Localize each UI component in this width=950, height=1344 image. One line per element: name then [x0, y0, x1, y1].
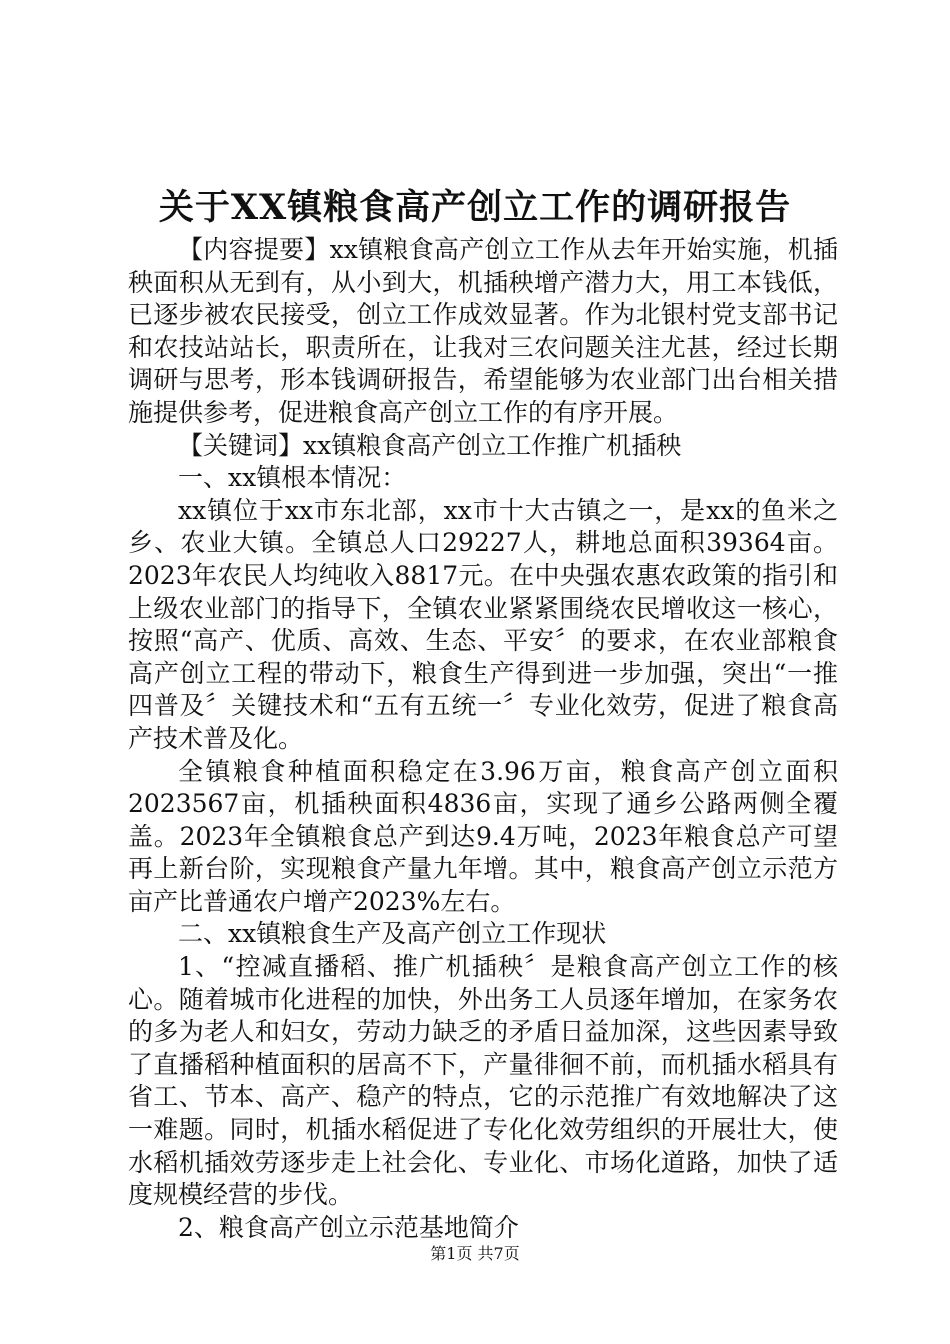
document-title: 关于XX镇粮食高产创立工作的调研报告	[158, 187, 792, 228]
document-body	[128, 234, 838, 1244]
keywords-paragraph: 【关键词】xx镇粮食高产创立工作推广机插秧	[178, 430, 682, 460]
page-footer: 第1页 共7页	[430, 1244, 520, 1263]
section-1-paragraph-2: 全镇粮食种植面积稳定在3.96万亩，粮食高产创立面积2023567亩，机插秧面积4836亩，实现了通乡公路两侧全覆盖。2023年全镇粮食总产到达9.4万吨，2023年粮食总产可望再上新台阶，实现粮食产量九年增。其中，粮食高产创立示范方亩产比普通农户增产2023%左右。	[128, 756, 838, 916]
section-1-paragraph-1: xx镇位于xx市东北部，xx市十大古镇之一，是xx的鱼米之乡、农业大镇。全镇总人口29227人，耕地总面积39364亩。2023年农民人均纯收入8817元。在中央强农惠农政策的指引和上级农业部门的指导下，全镇农业紧紧围绕农民增收这一核心，按照“高产、优质、高效、生态、平安〞的要求，在农业部粮食高产创立工程的带动下，粮食生产得到进一步加强，突出“一推四普及〞关键技术和“五有五统一〞专业化效劳，促进了粮食高产技术普及化。	[128, 495, 838, 753]
section-1-heading: 一、xx镇根本情况：	[178, 463, 407, 493]
section-2-paragraph-1: 1、“控减直播稻、推广机插秧〞是粮食高产创立工作的核心。随着城市化进程的加快，外出务工人员逐年增加，在家务农的多为老人和妇女，劳动力缺乏的矛盾日益加深，这些因素导致了直播稻种植面积的居高不下，产量徘徊不前，而机插水稻具有省工、节本、高产、稳产的特点，它的示范推广有效地解决了这一难题。同时，机插水稻促进了专化化效劳组织的开展壮大，使水稻机插效劳逐步走上社会化、专业化、市场化道路，加快了适度规模经营的步伐。	[128, 952, 838, 1210]
section-2-heading: 二、xx镇粮食生产及高产创立工作现状	[178, 919, 607, 949]
abstract-paragraph: 【内容提要】xx镇粮食高产创立工作从去年开始实施，机插秧面积从无到有，从小到大，机插秧增产潜力大，用工本钱低，已逐步被农民接受，创立工作成效显著。作为北银村党支部书记和农技站站长，职责所在，让我对三农问题关注尤甚，经过长期调研与思考，形本钱调研报告，希望能够为农业部门出台相关措施提供参考，促进粮食高产创立工作的有序开展。	[128, 235, 838, 427]
section-2-subheading-2: 2、粮食高产创立示范基地简介	[178, 1212, 519, 1242]
